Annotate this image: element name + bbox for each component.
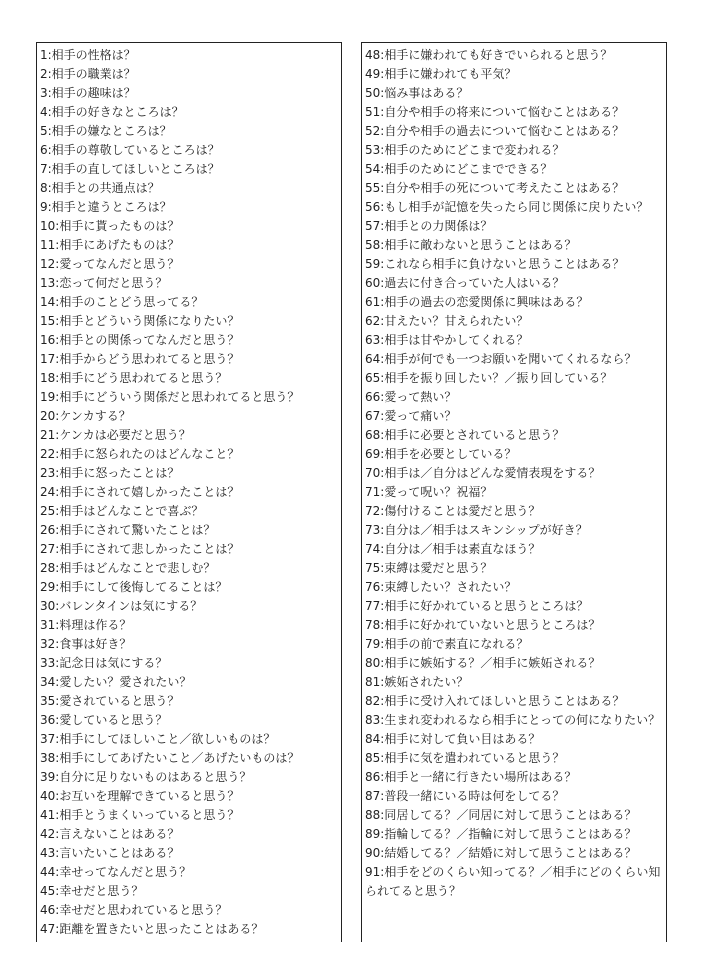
question-item: 48:相手に嫌われても好きでいられると思う？ — [365, 48, 613, 62]
question-item: 55:自分や相手の死について考えたことはある？ — [365, 181, 625, 195]
question-item: 40:お互いを理解できていると思う？ — [40, 789, 240, 803]
question-item: 66:愛って熱い？ — [365, 390, 457, 404]
question-item: 79:相手の前で素直になれる？ — [365, 637, 529, 651]
question-item: 3:相手の趣味は？ — [40, 86, 136, 100]
question-item: 77:相手に好かれていると思うところは？ — [365, 599, 589, 613]
question-item: 73:自分は／相手はスキンシップが好き？ — [365, 523, 588, 537]
question-item: 9:相手と違うところは？ — [40, 200, 172, 214]
question-item: 59:これなら相手に負けないと思うことはある？ — [365, 257, 625, 271]
question-item: 1:相手の性格は？ — [40, 48, 136, 62]
question-item: 64:相手が何でも一つお願いを聞いてくれるなら？ — [365, 352, 637, 366]
question-item: 36:愛していると思う？ — [40, 713, 168, 727]
question-item: 71:愛って呪い？祝福？ — [365, 485, 493, 499]
question-item: 37:相手にしてほしいこと／欲しいものは？ — [40, 732, 276, 746]
question-item: 27:相手にされて悲しかったことは？ — [40, 542, 240, 556]
question-item: 61:相手の過去の恋愛関係に興味はある？ — [365, 295, 589, 309]
question-item: 84:相手に対して負い目はある？ — [365, 732, 541, 746]
question-item: 58:相手に敵わないと思うことはある？ — [365, 238, 577, 252]
question-item: 14:相手のことどう思ってる？ — [40, 295, 204, 309]
question-item: 76:束縛したい？されたい？ — [365, 580, 517, 594]
question-item: 13:恋って何だと思う？ — [40, 276, 168, 290]
question-item: 20:ケンカする？ — [40, 409, 131, 423]
question-item: 39:自分に足りないものはあると思う？ — [40, 770, 252, 784]
question-item: 67:愛って痛い？ — [365, 409, 457, 423]
question-item: 90:結婚してる？／結婚に対して思うことはある？ — [365, 846, 637, 860]
question-item: 72:傷付けることは愛だと思う？ — [365, 504, 541, 518]
question-list-left — [36, 42, 342, 942]
question-item: 15:相手とどういう関係になりたい？ — [40, 314, 240, 328]
question-item: 8:相手との共通点は？ — [40, 181, 160, 195]
question-item: 26:相手にされて驚いたことは？ — [40, 523, 216, 537]
question-item: 16:相手との関係ってなんだと思う？ — [40, 333, 240, 347]
question-item: 63:相手は甘やかしてくれる？ — [365, 333, 529, 347]
question-item: 70:相手は／自分はどんな愛情表現をする？ — [365, 466, 601, 480]
question-item: 56:もし相手が記憶を失ったら同じ関係に戻りたい？ — [365, 200, 649, 214]
question-item: 80:相手に嫉妬する？／相手に嫉妬される？ — [365, 656, 601, 670]
question-item: 49:相手に嫌われても平気？ — [365, 67, 517, 81]
question-item: 69:相手を必要としている？ — [365, 447, 517, 461]
question-item: 19:相手にどういう関係だと思われてると思う？ — [40, 390, 300, 404]
question-item: 52:自分や相手の過去について悩むことはある？ — [365, 124, 625, 138]
question-item: 23:相手に怒ったことは？ — [40, 466, 180, 480]
question-item: 74:自分は／相手は素直なほう？ — [365, 542, 541, 556]
question-item: 18:相手にどう思われてると思う？ — [40, 371, 228, 385]
question-item: 46:幸せだと思われていると思う？ — [40, 903, 228, 917]
question-item: 10:相手に貰ったものは？ — [40, 219, 180, 233]
question-item: 88:同居してる？／同居に対して思うことはある？ — [365, 808, 637, 822]
question-item: 30:バレンタインは気にする？ — [40, 599, 203, 613]
question-item: 45:幸せだと思う？ — [40, 884, 144, 898]
question-item: 11:相手にあげたものは？ — [40, 238, 180, 252]
question-item: 91:相手をどのくらい知ってる？／相手にどのくらい知られてると思う？ — [365, 865, 661, 898]
question-item: 17:相手からどう思われてると思う？ — [40, 352, 240, 366]
question-item: 34:愛したい？愛されたい？ — [40, 675, 192, 689]
question-item: 68:相手に必要とされていると思う？ — [365, 428, 565, 442]
question-item: 41:相手とうまくいっていると思う？ — [40, 808, 240, 822]
question-item: 44:幸せってなんだと思う？ — [40, 865, 192, 879]
question-item: 25:相手はどんなことで喜ぶ？ — [40, 504, 204, 518]
question-item: 6:相手の尊敬しているところは？ — [40, 143, 220, 157]
question-item: 12:愛ってなんだと思う？ — [40, 257, 180, 271]
question-item: 32:食事は好き？ — [40, 637, 132, 651]
question-item: 85:相手に気を遣われていると思う？ — [365, 751, 565, 765]
question-item: 24:相手にされて嬉しかったことは？ — [40, 485, 240, 499]
question-item: 54:相手のためにどこまでできる？ — [365, 162, 553, 176]
question-item: 38:相手にしてあげたいこと／あげたいものは？ — [40, 751, 300, 765]
question-item: 50:悩み事はある？ — [365, 86, 469, 100]
question-item: 57:相手との力関係は？ — [365, 219, 493, 233]
question-item: 82:相手に受け入れてほしいと思うことはある？ — [365, 694, 625, 708]
question-item: 62:甘えたい？甘えられたい？ — [365, 314, 529, 328]
question-item: 7:相手の直してほしいところは？ — [40, 162, 220, 176]
question-item: 51:自分や相手の将来について悩むことはある？ — [365, 105, 625, 119]
question-item: 83:生まれ変われるなら相手にとっての何になりたい？ — [365, 713, 661, 727]
question-item: 22:相手に怒られたのはどんなこと？ — [40, 447, 240, 461]
question-item: 47:距離を置きたいと思ったことはある？ — [40, 922, 264, 936]
question-item: 89:指輪してる？／指輪に対して思うことはある？ — [365, 827, 637, 841]
question-item: 35:愛されていると思う？ — [40, 694, 180, 708]
question-list-right — [361, 42, 667, 942]
question-item: 81:嫉妬されたい？ — [365, 675, 469, 689]
question-item: 4:相手の好きなところは？ — [40, 105, 184, 119]
question-item: 42:言えないことはある？ — [40, 827, 180, 841]
question-item: 60:過去に付き合っていた人はいる？ — [365, 276, 565, 290]
question-item: 87:普段一緒にいる時は何をしてる？ — [365, 789, 565, 803]
question-item: 28:相手はどんなことで悲しむ？ — [40, 561, 216, 575]
question-item: 21:ケンカは必要だと思う？ — [40, 428, 191, 442]
question-item: 29:相手にして後悔してることは？ — [40, 580, 228, 594]
question-item: 78:相手に好かれていないと思うところは？ — [365, 618, 601, 632]
question-item: 43:言いたいことはある？ — [40, 846, 180, 860]
question-item: 53:相手のためにどこまで変われる？ — [365, 143, 565, 157]
question-item: 65:相手を振り回したい？／振り回している？ — [365, 371, 613, 385]
question-item: 2:相手の職業は？ — [40, 67, 136, 81]
question-item: 5:相手の嫌なところは？ — [40, 124, 172, 138]
question-item: 33:記念日は気にする？ — [40, 656, 168, 670]
question-item: 31:料理は作る？ — [40, 618, 132, 632]
question-item: 86:相手と一緒に行きたい場所はある？ — [365, 770, 577, 784]
question-item: 75:束縛は愛だと思う？ — [365, 561, 493, 575]
